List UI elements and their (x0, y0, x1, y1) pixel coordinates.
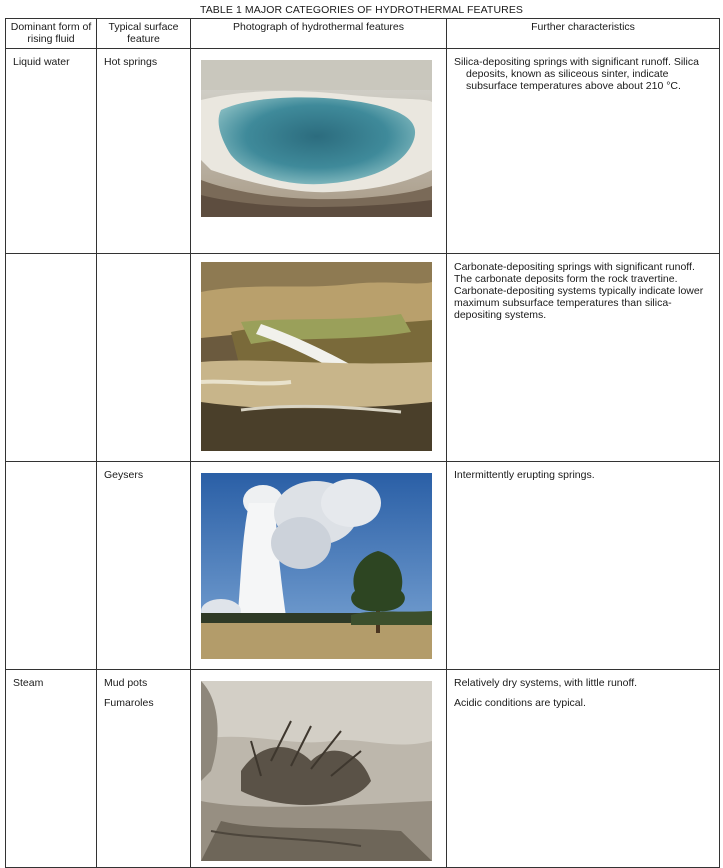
fluid-cell (6, 254, 96, 261)
header-photograph: Photograph of hydrothermal features (191, 19, 447, 49)
header-fluid: Dominant form of rising fluid (6, 19, 97, 49)
geyser-eruption-icon (201, 473, 432, 659)
characteristics-text: Carbonate-depositing springs with significant runoff. The carbonate deposits form the rock travertine. Carbonate-depositing systems typically indicate lower maximum subsurface temperatures than silica-depositing systems. (454, 261, 704, 321)
fumarole-mud-icon (201, 681, 432, 861)
header-surface-feature: Typical surface feature (97, 19, 191, 49)
fluid-cell: Liquid water (13, 56, 70, 68)
header-row (6, 19, 720, 49)
hydrothermal-features-table (5, 18, 720, 868)
fluid-cell (6, 462, 96, 469)
table-row (6, 49, 720, 254)
table-row (6, 670, 720, 868)
hot-spring-pool-icon (201, 60, 432, 217)
feature-cell (97, 254, 190, 261)
feature-cell: Hot springs (104, 56, 158, 68)
characteristics-text-secondary: Acidic conditions are typical. (454, 697, 586, 709)
header-characteristics: Further characteristics (447, 19, 720, 49)
characteristics-text: Intermittently erupting springs. (454, 469, 595, 481)
feature-cell-secondary: Fumaroles (104, 697, 154, 709)
fluid-cell: Steam (13, 677, 44, 689)
characteristics-text: Silica-depositing springs with significant runoff. Silica deposits, known as siliceous sinter, indicate subsurface temperatures above about 210 °C. (454, 56, 699, 92)
table-row (6, 462, 720, 670)
feature-cell: Mud pots (104, 677, 148, 689)
travertine-terraces-icon (201, 262, 432, 451)
feature-cell: Geysers (104, 469, 144, 481)
characteristics-text: Relatively dry systems, with little runoff. (454, 677, 638, 689)
table-row (6, 254, 720, 462)
table-title: TABLE 1 MAJOR CATEGORIES OF HYDROTHERMAL FEATURES (199, 4, 524, 16)
